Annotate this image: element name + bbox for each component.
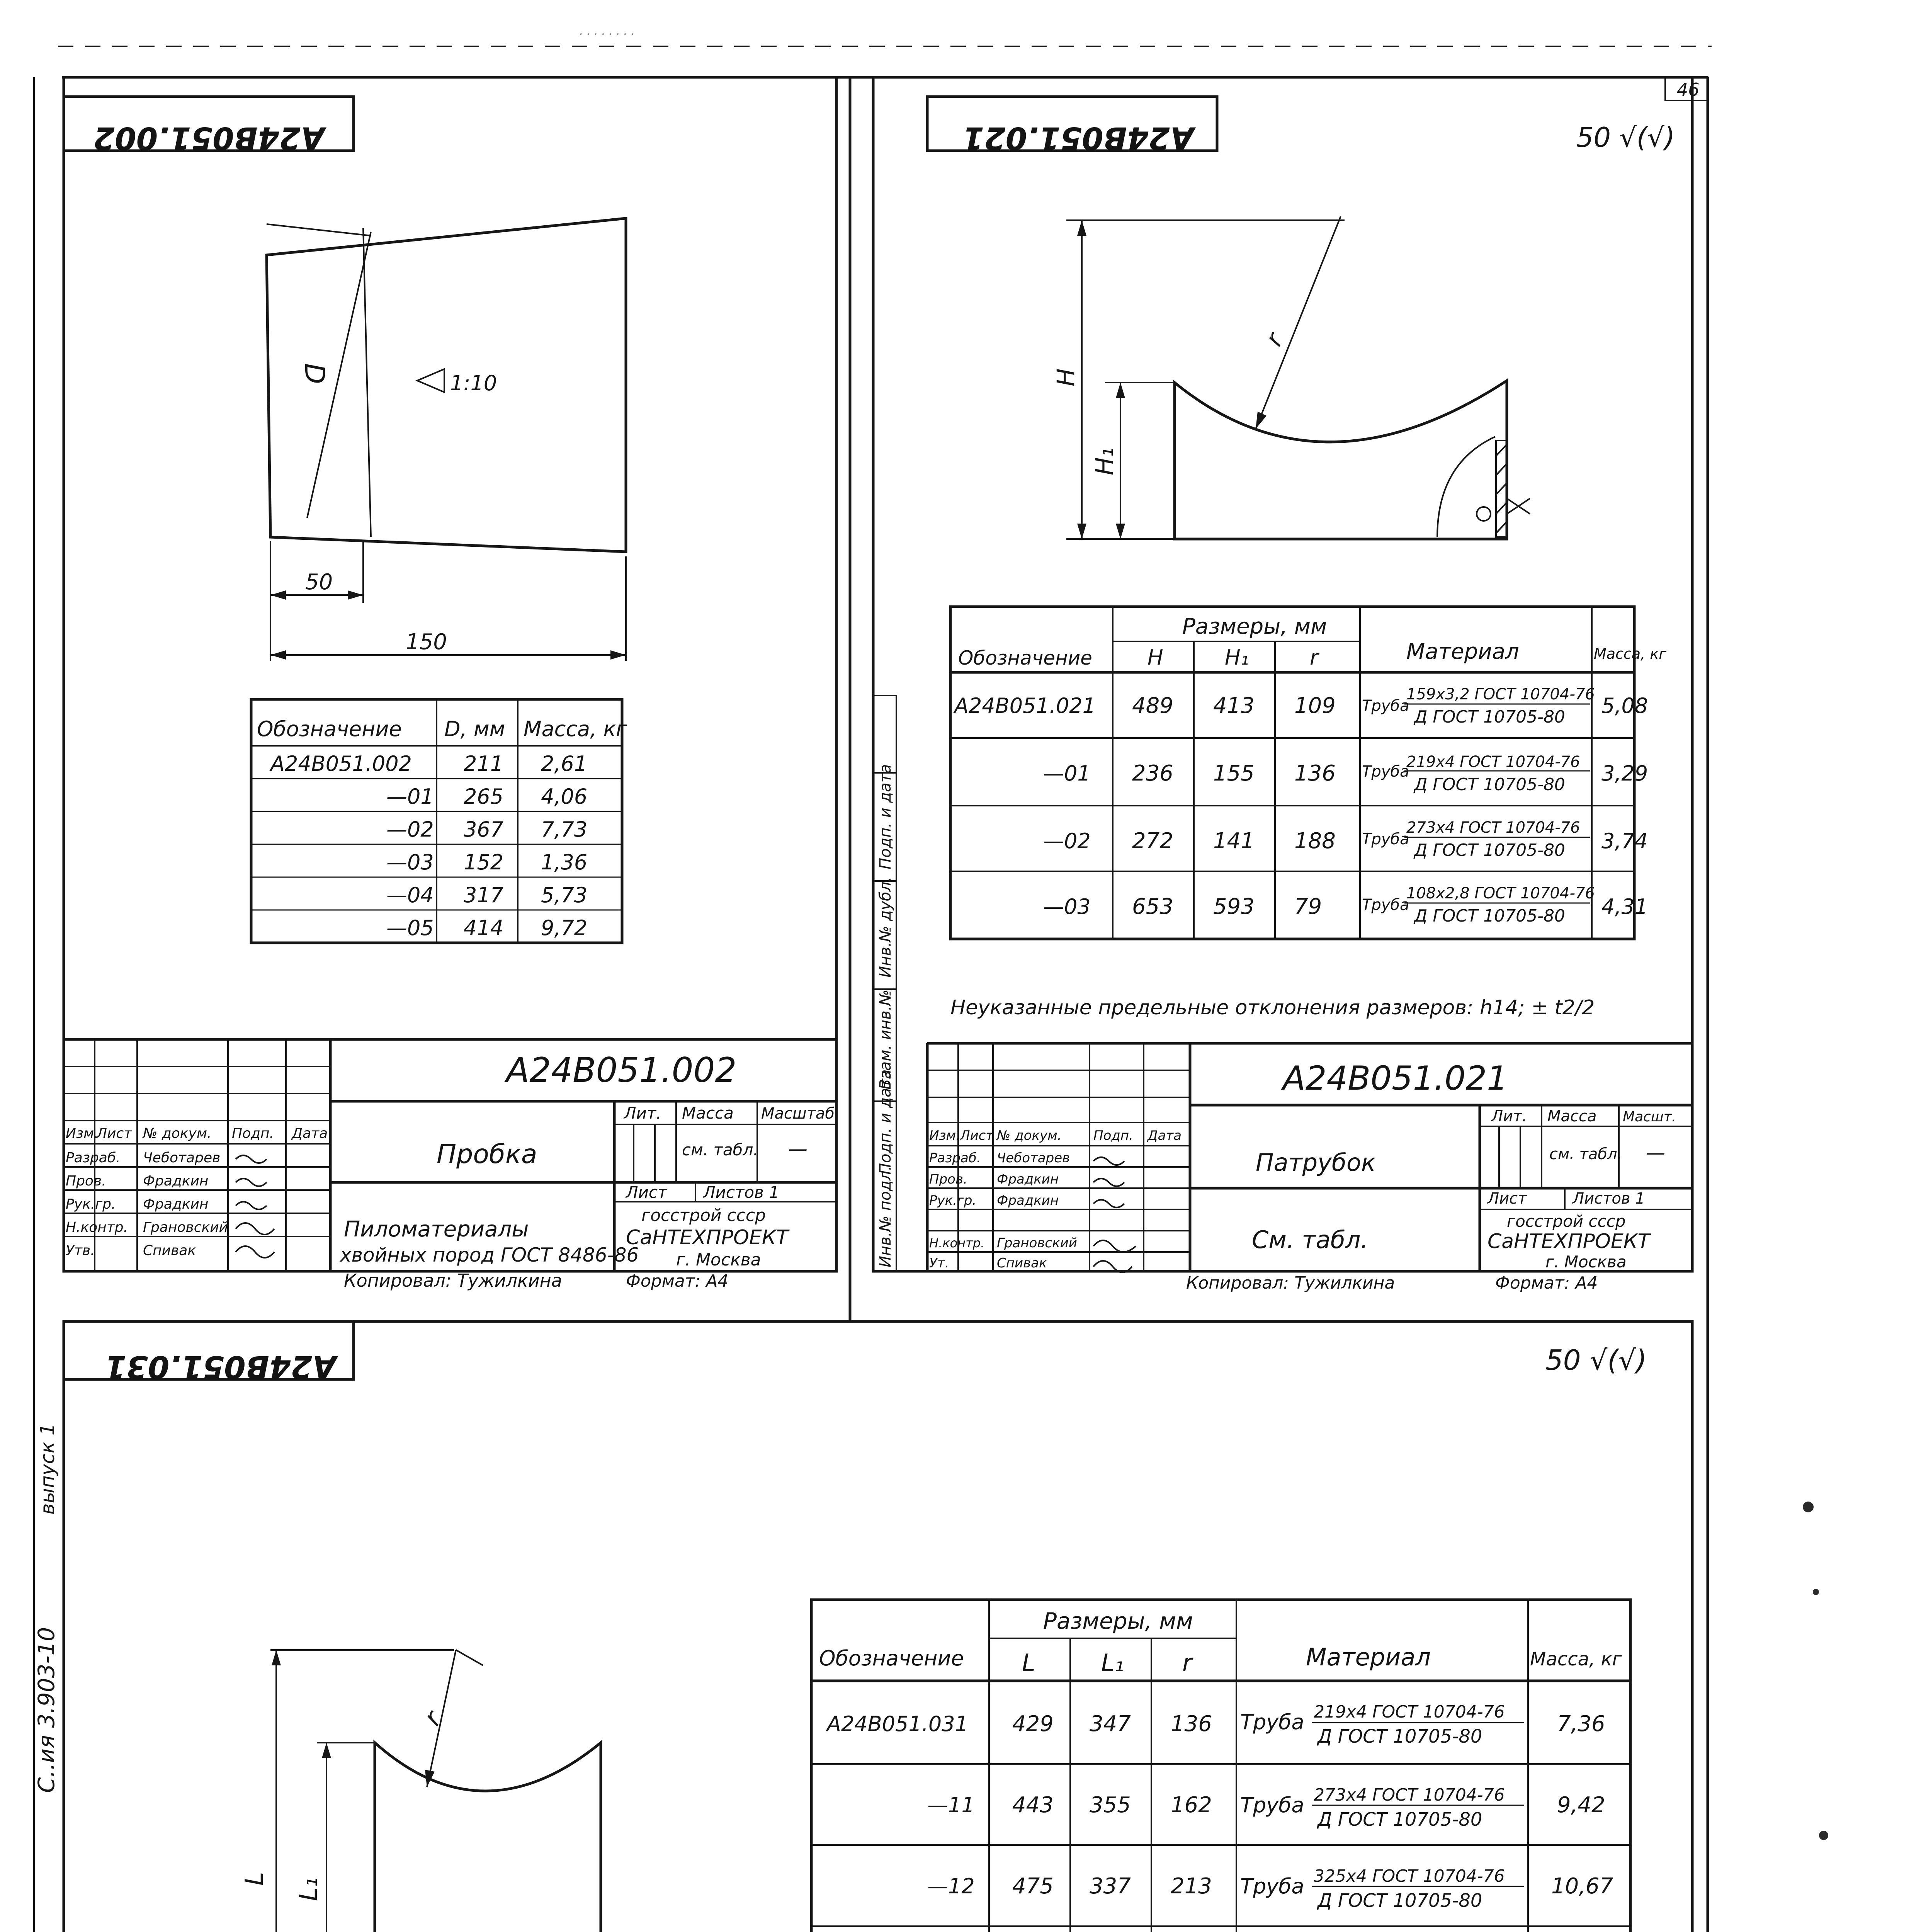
r0-l: 429 <box>1012 1711 1054 1736</box>
tb-lit: Лит. <box>624 1104 661 1122</box>
cell-r0-mass: 2,61 <box>541 752 588 776</box>
r2-mass: 10,67 <box>1551 1874 1613 1899</box>
tb-role-0: Разраб. <box>929 1150 981 1166</box>
tb-scale-value: — <box>1646 1141 1665 1164</box>
r2-pipe: Труба <box>1362 830 1409 848</box>
th-sizes: Размеры, мм <box>1043 1608 1193 1634</box>
tb-copied: Копировал: Тужилкина <box>1186 1273 1395 1293</box>
r3-h1: 593 <box>1213 894 1255 919</box>
r1-mass: 3,29 <box>1601 761 1648 786</box>
r2-r: 188 <box>1294 828 1336 854</box>
r1-mat-den: Д ГОСТ 10705-80 <box>1318 1809 1482 1830</box>
cell-r4-mass: 5,73 <box>541 883 588 907</box>
title-block-021 <box>927 1043 1692 1293</box>
th-designation: Обозначение <box>958 647 1092 669</box>
r0-mat-den: Д ГОСТ 10705-80 <box>1318 1726 1482 1747</box>
tb-org-1: госстрой ссср <box>641 1206 766 1225</box>
tb-col-list: Лист <box>97 1126 132 1141</box>
side-label-2: Взам. инв.№ <box>877 990 894 1090</box>
tb-person-4: Спивак <box>143 1243 196 1259</box>
th-sizes: Размеры, мм <box>1182 614 1327 639</box>
designation-rotated: A24B051.002 <box>93 120 325 156</box>
cell-r4-d: 317 <box>464 883 504 907</box>
tb-person-1: Фрадкин <box>143 1173 209 1189</box>
cell-r2-d: 367 <box>464 817 504 842</box>
dim-h1: H₁ <box>1090 447 1119 475</box>
th-l1: L₁ <box>1101 1649 1124 1677</box>
tb-sheet: Лист <box>626 1183 667 1202</box>
th-designation: Обозначение <box>819 1646 964 1670</box>
dim-r: r <box>418 1706 448 1731</box>
r3-code: —03 <box>1043 895 1091 919</box>
tb-sheets: Листов 1 <box>1572 1190 1645 1208</box>
tb-role-3: Н.контр. <box>929 1236 985 1250</box>
r2-pipe: Труба <box>1240 1874 1304 1898</box>
tb-role-1: Пров. <box>929 1172 967 1187</box>
cell-r0-d: 211 <box>464 752 504 776</box>
title-block-002 <box>64 1039 836 1291</box>
cell-r0-code: A24B051.002 <box>270 752 412 776</box>
tb-person-4: Спивак <box>997 1255 1047 1271</box>
tb-mass-label: Масса <box>1547 1107 1597 1125</box>
th-h1: H₁ <box>1225 645 1249 670</box>
tb-sheets: Листов 1 <box>703 1183 779 1202</box>
dim-150: 150 <box>406 629 447 655</box>
sheet-number: 46 <box>1677 79 1700 100</box>
side-label-4: Подп. и дата <box>877 764 894 869</box>
r2-h1: 141 <box>1213 828 1255 854</box>
table-031 <box>811 1600 1630 1932</box>
tb-col-izm: Изм. <box>929 1128 960 1143</box>
th-r: r <box>1182 1649 1192 1677</box>
r1-r: 162 <box>1171 1793 1212 1818</box>
cell-r3-d: 152 <box>464 850 504 874</box>
side-label-3: Инв.№ дубл. <box>877 877 894 978</box>
r0-h: 489 <box>1132 693 1173 718</box>
r1-mass: 9,42 <box>1557 1793 1605 1818</box>
cell-r5-d: 414 <box>464 916 504 940</box>
designation-rotated: A24B051.021 <box>962 120 1194 156</box>
tb-col-doc: № докум. <box>997 1128 1062 1143</box>
tb-col-doc: № докум. <box>143 1126 212 1141</box>
designation-rotated: A24B051.031 <box>105 1349 336 1385</box>
th-h: H <box>1148 645 1163 670</box>
table-002 <box>251 699 627 943</box>
r0-mat-num: 159x3,2 ГОСТ 10704-76 <box>1406 685 1595 703</box>
r2-mat-den: Д ГОСТ 10705-80 <box>1318 1890 1482 1912</box>
cell-r1-code: —01 <box>386 784 434 809</box>
side-stamp-021 <box>873 696 896 1271</box>
tb-role-2: Рук.гр. <box>66 1196 116 1212</box>
drawing-002 <box>64 77 836 1291</box>
r0-mat-den: Д ГОСТ 10705-80 <box>1414 707 1565 727</box>
r0-r: 136 <box>1171 1711 1212 1736</box>
tb-format: Формат: А4 <box>626 1271 729 1291</box>
r0-pipe: Труба <box>1362 697 1409 715</box>
cell-r5-mass: 9,72 <box>541 916 588 940</box>
tb-material-2: хвойных пород ГОСТ 8486-86 <box>340 1244 639 1266</box>
cell-r5-code: —05 <box>386 916 434 940</box>
tb-org-3: г. Москва <box>676 1250 761 1270</box>
drawing-031 <box>64 1321 1692 1932</box>
r2-l1: 337 <box>1090 1874 1131 1899</box>
tb-mass-value: см. табл. <box>1549 1145 1622 1163</box>
tb-person-0: Чеботарев <box>997 1150 1070 1166</box>
r1-mat-num: 219x4 ГОСТ 10704-76 <box>1406 753 1580 771</box>
tb-role-4: Утв. <box>66 1243 95 1259</box>
tb-name: Пробка <box>437 1139 537 1170</box>
r3-mat-num: 108x2,8 ГОСТ 10704-76 <box>1406 884 1595 902</box>
tb-col-date: Дата <box>1148 1128 1182 1143</box>
series-label: С..ия 3.903-10 <box>33 1627 60 1793</box>
plug-view <box>267 218 626 661</box>
r2-mat-num: 325x4 ГОСТ 10704-76 <box>1314 1866 1505 1886</box>
tb-person-1: Фрадкин <box>997 1172 1059 1187</box>
dim-l1: L₁ <box>294 1877 323 1901</box>
table-021 <box>950 607 1667 939</box>
cell-r1-mass: 4,06 <box>541 784 588 809</box>
tb-scale-label: Масшт. <box>1623 1109 1676 1125</box>
tb-sheet: Лист <box>1488 1190 1527 1208</box>
dim-l: L <box>240 1872 269 1886</box>
r3-mat-den: Д ГОСТ 10705-80 <box>1414 906 1565 926</box>
r2-r: 213 <box>1171 1874 1212 1899</box>
side-label-1: Подп. и дата <box>877 1069 894 1175</box>
tb-format: Формат: А4 <box>1495 1273 1598 1293</box>
tb-scale-label: Масштаб <box>761 1105 835 1122</box>
r1-l1: 355 <box>1090 1793 1131 1818</box>
r0-mass: 7,36 <box>1557 1711 1605 1736</box>
side-label-0: Инв.№ подл. <box>877 1165 894 1267</box>
tb-col-date: Дата <box>292 1126 328 1141</box>
r2-mat-den: Д ГОСТ 10705-80 <box>1414 840 1565 860</box>
r1-h1: 155 <box>1213 761 1255 786</box>
signatures <box>1093 1157 1136 1272</box>
roughness-symbol: 50 √(√) <box>1545 1344 1647 1376</box>
dim-h: H <box>1052 368 1080 386</box>
th-mass: Масса, кг <box>1594 645 1667 662</box>
r3-mass: 4,31 <box>1601 895 1648 919</box>
tb-lit: Лит. <box>1491 1107 1527 1125</box>
r1-l: 443 <box>1012 1793 1054 1818</box>
cell-r1-d: 265 <box>464 784 504 809</box>
r1-h: 236 <box>1132 761 1173 786</box>
pipe-view-021 <box>1052 216 1530 539</box>
dim-d: D <box>299 363 330 384</box>
tb-role-0: Разраб. <box>66 1150 121 1166</box>
r2-mass: 3,74 <box>1601 829 1648 853</box>
tb-org-1: госстрой ссср <box>1507 1212 1626 1231</box>
tb-role-1: Пров. <box>66 1173 106 1189</box>
cell-r2-code: —02 <box>386 817 434 842</box>
r2-l: 475 <box>1012 1874 1054 1899</box>
r2-code: —12 <box>927 1874 975 1898</box>
tb-person-3: Грановский <box>143 1219 228 1235</box>
cell-r4-code: —04 <box>386 883 434 907</box>
tb-code: A24B051.002 <box>506 1050 737 1090</box>
dim-r: r <box>1259 328 1289 351</box>
tb-material-1: Пиломатериалы <box>344 1217 529 1242</box>
r1-pipe: Труба <box>1240 1793 1304 1817</box>
cell-r2-mass: 7,73 <box>541 817 588 842</box>
left-margin-labels <box>33 1423 60 1793</box>
r1-code: —11 <box>927 1793 975 1817</box>
drawing-021 <box>850 77 1692 1321</box>
tb-mass-value: см. табл. <box>682 1140 758 1159</box>
tb-person-2: Фрадкин <box>997 1193 1059 1208</box>
r3-r: 79 <box>1294 894 1322 919</box>
tb-col-sign: Подп. <box>1093 1128 1133 1143</box>
r0-l1: 347 <box>1090 1711 1131 1736</box>
tb-material: См. табл. <box>1252 1226 1368 1254</box>
th-mass: Масса, кг <box>524 717 627 741</box>
th-designation: Обозначение <box>257 717 402 741</box>
r3-pipe: Труба <box>1362 896 1409 914</box>
r0-mat-num: 219x4 ГОСТ 10704-76 <box>1314 1702 1505 1722</box>
issue-label: выпуск 1 <box>36 1423 59 1515</box>
tb-copied: Копировал: Тужилкина <box>344 1270 562 1291</box>
tb-org-2: СаНТЕХПРОЕКТ <box>1488 1230 1650 1253</box>
cell-r3-mass: 1,36 <box>541 850 588 874</box>
tb-org-3: г. Москва <box>1545 1252 1627 1271</box>
r0-h1: 413 <box>1213 693 1255 718</box>
th-material: Материал <box>1406 639 1519 664</box>
tb-col-sign: Подп. <box>232 1126 274 1141</box>
r0-r: 109 <box>1294 693 1336 718</box>
r2-code: —02 <box>1043 829 1091 853</box>
r1-mat-den: Д ГОСТ 10705-80 <box>1414 775 1565 794</box>
tb-org-2: СаНТЕХПРОЕКТ <box>626 1226 789 1249</box>
th-mass: Масса, кг <box>1530 1648 1622 1670</box>
r0-code: A24B051.031 <box>827 1712 969 1736</box>
r0-pipe: Труба <box>1240 1710 1304 1734</box>
tolerance-note: Неуказанные предельные отклонения размеров: h14; ± t2/2 <box>950 996 1595 1019</box>
th-l: L <box>1022 1649 1035 1677</box>
pipe-view-031 <box>240 1650 622 1932</box>
tb-role-3: Н.контр. <box>66 1219 128 1235</box>
dim-50: 50 <box>305 570 333 595</box>
r2-mat-num: 273x4 ГОСТ 10704-76 <box>1406 819 1580 837</box>
r1-pipe: Труба <box>1362 763 1409 781</box>
th-r: r <box>1310 645 1319 670</box>
tb-mass-label: Масса <box>682 1104 734 1122</box>
tb-col-izm: Изм. <box>66 1126 99 1141</box>
r3-h: 653 <box>1132 894 1173 919</box>
tb-person-3: Грановский <box>997 1235 1077 1251</box>
roughness-symbol: 50 √(√) <box>1576 122 1675 153</box>
tb-col-list: Лист <box>960 1128 994 1143</box>
th-d: D, мм <box>444 717 505 741</box>
r1-code: —01 <box>1043 761 1091 786</box>
tb-role-2: Рук.гр. <box>929 1193 977 1208</box>
r1-r: 136 <box>1294 761 1336 786</box>
signatures <box>236 1155 274 1258</box>
taper-ratio: 1:10 <box>450 371 497 395</box>
tb-role-4: Ут. <box>929 1255 949 1271</box>
r0-mass: 5,08 <box>1601 694 1648 718</box>
svg-text:. . . . . . . .: . . . . . . . . <box>580 24 635 38</box>
tb-name: Патрубок <box>1256 1148 1376 1177</box>
tb-person-2: Фрадкин <box>143 1196 209 1212</box>
r2-h: 272 <box>1132 828 1173 854</box>
th-material: Материал <box>1306 1643 1431 1671</box>
r1-mat-num: 273x4 ГОСТ 10704-76 <box>1314 1785 1505 1805</box>
tb-scale-value: — <box>788 1138 808 1160</box>
cell-r3-code: —03 <box>386 850 434 874</box>
r0-code: A24B051.021 <box>954 694 1096 718</box>
tb-person-0: Чеботарев <box>143 1150 221 1166</box>
tb-code: A24B051.021 <box>1283 1059 1508 1098</box>
